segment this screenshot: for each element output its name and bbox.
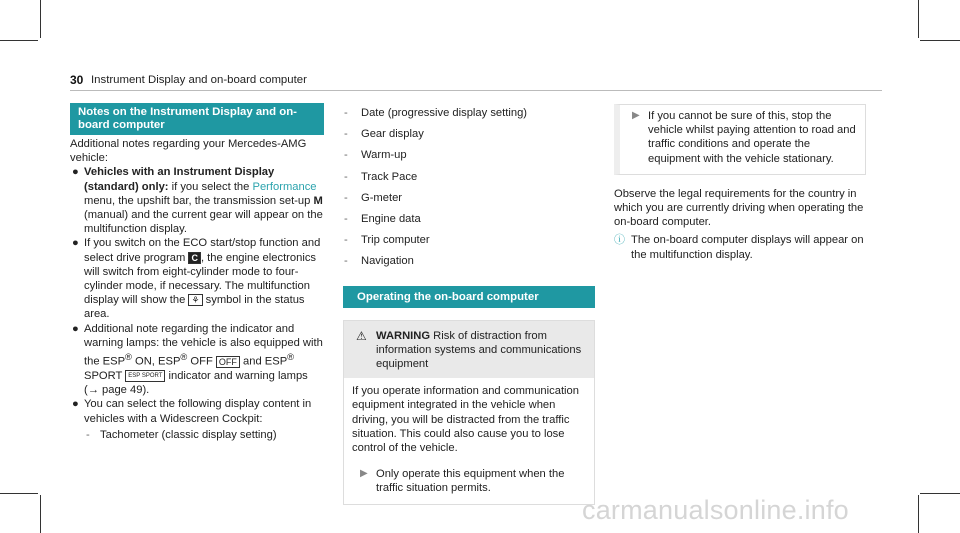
list-item [70, 322, 324, 398]
watermark: carmanualsonline.info [582, 495, 849, 525]
text: OFF [187, 355, 216, 368]
dash-icon: - [344, 255, 348, 268]
dash-icon: - [344, 234, 348, 247]
text: symbol in the status area. [84, 294, 305, 321]
section-heading-notes: Notes on the Instrument Display and on-board computer [70, 103, 324, 135]
text: if you select the [168, 180, 253, 193]
text: You can select the following display content in vehicles with a Widescreen Cockpit: [84, 398, 312, 425]
warning-title [352, 329, 586, 372]
page-header [70, 71, 882, 91]
column-1 [70, 103, 324, 442]
section-heading-operating: Operating the on-board computer [343, 286, 595, 308]
step-row [624, 109, 857, 166]
legal-paragraph: Observe the legal requirements for the country in which you are currently driving when operating the on-board computer. [614, 187, 864, 229]
list-item [343, 145, 595, 166]
column-2 [343, 103, 595, 505]
list-item [343, 124, 595, 145]
list-item [343, 209, 595, 230]
info-note [614, 233, 866, 261]
text: G-meter [361, 191, 403, 204]
text: Date (progressive display setting) [361, 107, 528, 119]
play-arrow-icon: ▶ [632, 110, 640, 121]
list-item [343, 103, 595, 124]
text: menu, the upshift bar, the transmission set-up [84, 194, 314, 207]
cylinder-mode-icon: ⚘ [188, 294, 202, 306]
dash-icon: - [86, 428, 90, 441]
dash-icon: - [344, 149, 348, 162]
intro-text: Additional notes regarding your Mercedes-AMG vehicle: [70, 138, 307, 165]
text: Navigation [361, 255, 414, 268]
text: If you cannot be sure of this, stop the vehicle whilst paying attention to road and traffic conditions and operate the equipment with the vehicle stationary. [648, 110, 856, 165]
dash-icon: - [344, 128, 348, 141]
list-item [70, 397, 324, 425]
text: and ESP [239, 355, 288, 368]
warning-header [344, 321, 594, 379]
text: SPORT [84, 369, 126, 382]
warning-triangle-icon: ⚠ [356, 328, 367, 343]
crop-mark [918, 0, 919, 38]
text: indicator and warning lamps (→ page 49). [84, 369, 308, 397]
warning-box [343, 320, 595, 505]
bullet-icon: ● [72, 322, 79, 335]
text: Warm-up [361, 149, 407, 162]
crop-mark [40, 0, 41, 38]
list-item [343, 251, 595, 272]
dash-icon: - [344, 170, 348, 183]
list-item [343, 230, 595, 251]
crop-mark [920, 493, 960, 494]
text: Additional note regarding the indicator and warning lamps: the vehicle is also equipped with the ESP [84, 322, 323, 368]
list-item [70, 428, 324, 442]
text: Tachometer (classic display setting) [100, 428, 277, 441]
column-3 [614, 104, 866, 262]
text: , the engine electronics will switch from eight-cylinder mode to four-cylinder mode, if necessary. The multifunction display will show the [84, 251, 317, 307]
step-box [614, 104, 866, 175]
crop-mark [0, 493, 38, 494]
text: Engine data [361, 213, 421, 226]
text: Trip computer [361, 234, 430, 247]
bullet-icon: ● [72, 237, 79, 250]
manual-mode-label: M [313, 194, 323, 207]
text: Track Pace [361, 170, 418, 183]
text: The on-board computer displays will appear on the multifunction display. [631, 234, 864, 261]
display-content-list [343, 103, 595, 273]
esp-sport-icon: ESP SPORT [125, 370, 165, 382]
list-item [343, 188, 595, 209]
text: Gear display [361, 128, 424, 141]
crop-mark [40, 495, 41, 533]
text: Only operate this equipment when the traffic situation permits. [376, 468, 565, 495]
bullet-icon: ● [72, 166, 79, 179]
text: Risk of distraction from information systems and communications equipment [376, 329, 582, 371]
dash-icon: - [344, 191, 348, 204]
bullet-bold: Vehicles with an Instrument Display (standard) only: [84, 166, 275, 193]
page-number: 30 [70, 73, 84, 87]
dash-icon: - [344, 107, 348, 119]
list-item [343, 167, 595, 188]
crop-mark [918, 495, 919, 533]
crop-mark [0, 40, 38, 41]
warning-step [352, 467, 586, 495]
warning-text: If you operate information and communication equipment integrated in the vehicle when driving, you will be distracted from the traffic situation. This could also cause you to lose control of the vehicle. [352, 385, 579, 455]
crop-mark [920, 40, 960, 41]
bullet-icon: ● [72, 398, 79, 411]
list-item [70, 165, 324, 236]
registered-mark: ® [125, 352, 132, 363]
dash-icon: - [344, 213, 348, 226]
warning-body [344, 378, 594, 503]
info-icon: ⓘ [614, 234, 625, 247]
registered-mark: ® [287, 352, 295, 363]
text: (manual) and the current gear will appear on the multifunction display. [84, 209, 323, 236]
drive-program-c-icon: C [188, 252, 201, 264]
text: ON, ESP [131, 355, 181, 368]
warning-label: WARNING [376, 329, 431, 342]
performance-link[interactable]: Performance [252, 180, 317, 193]
esp-off-icon: OFF [216, 356, 240, 368]
play-arrow-icon: ▶ [360, 468, 368, 480]
registered-mark: ® [180, 352, 188, 363]
page-title: Instrument Display and on-board computer [91, 74, 307, 86]
text: If you switch on the ECO start/stop function and select drive program [84, 237, 321, 264]
list-item [70, 236, 324, 321]
